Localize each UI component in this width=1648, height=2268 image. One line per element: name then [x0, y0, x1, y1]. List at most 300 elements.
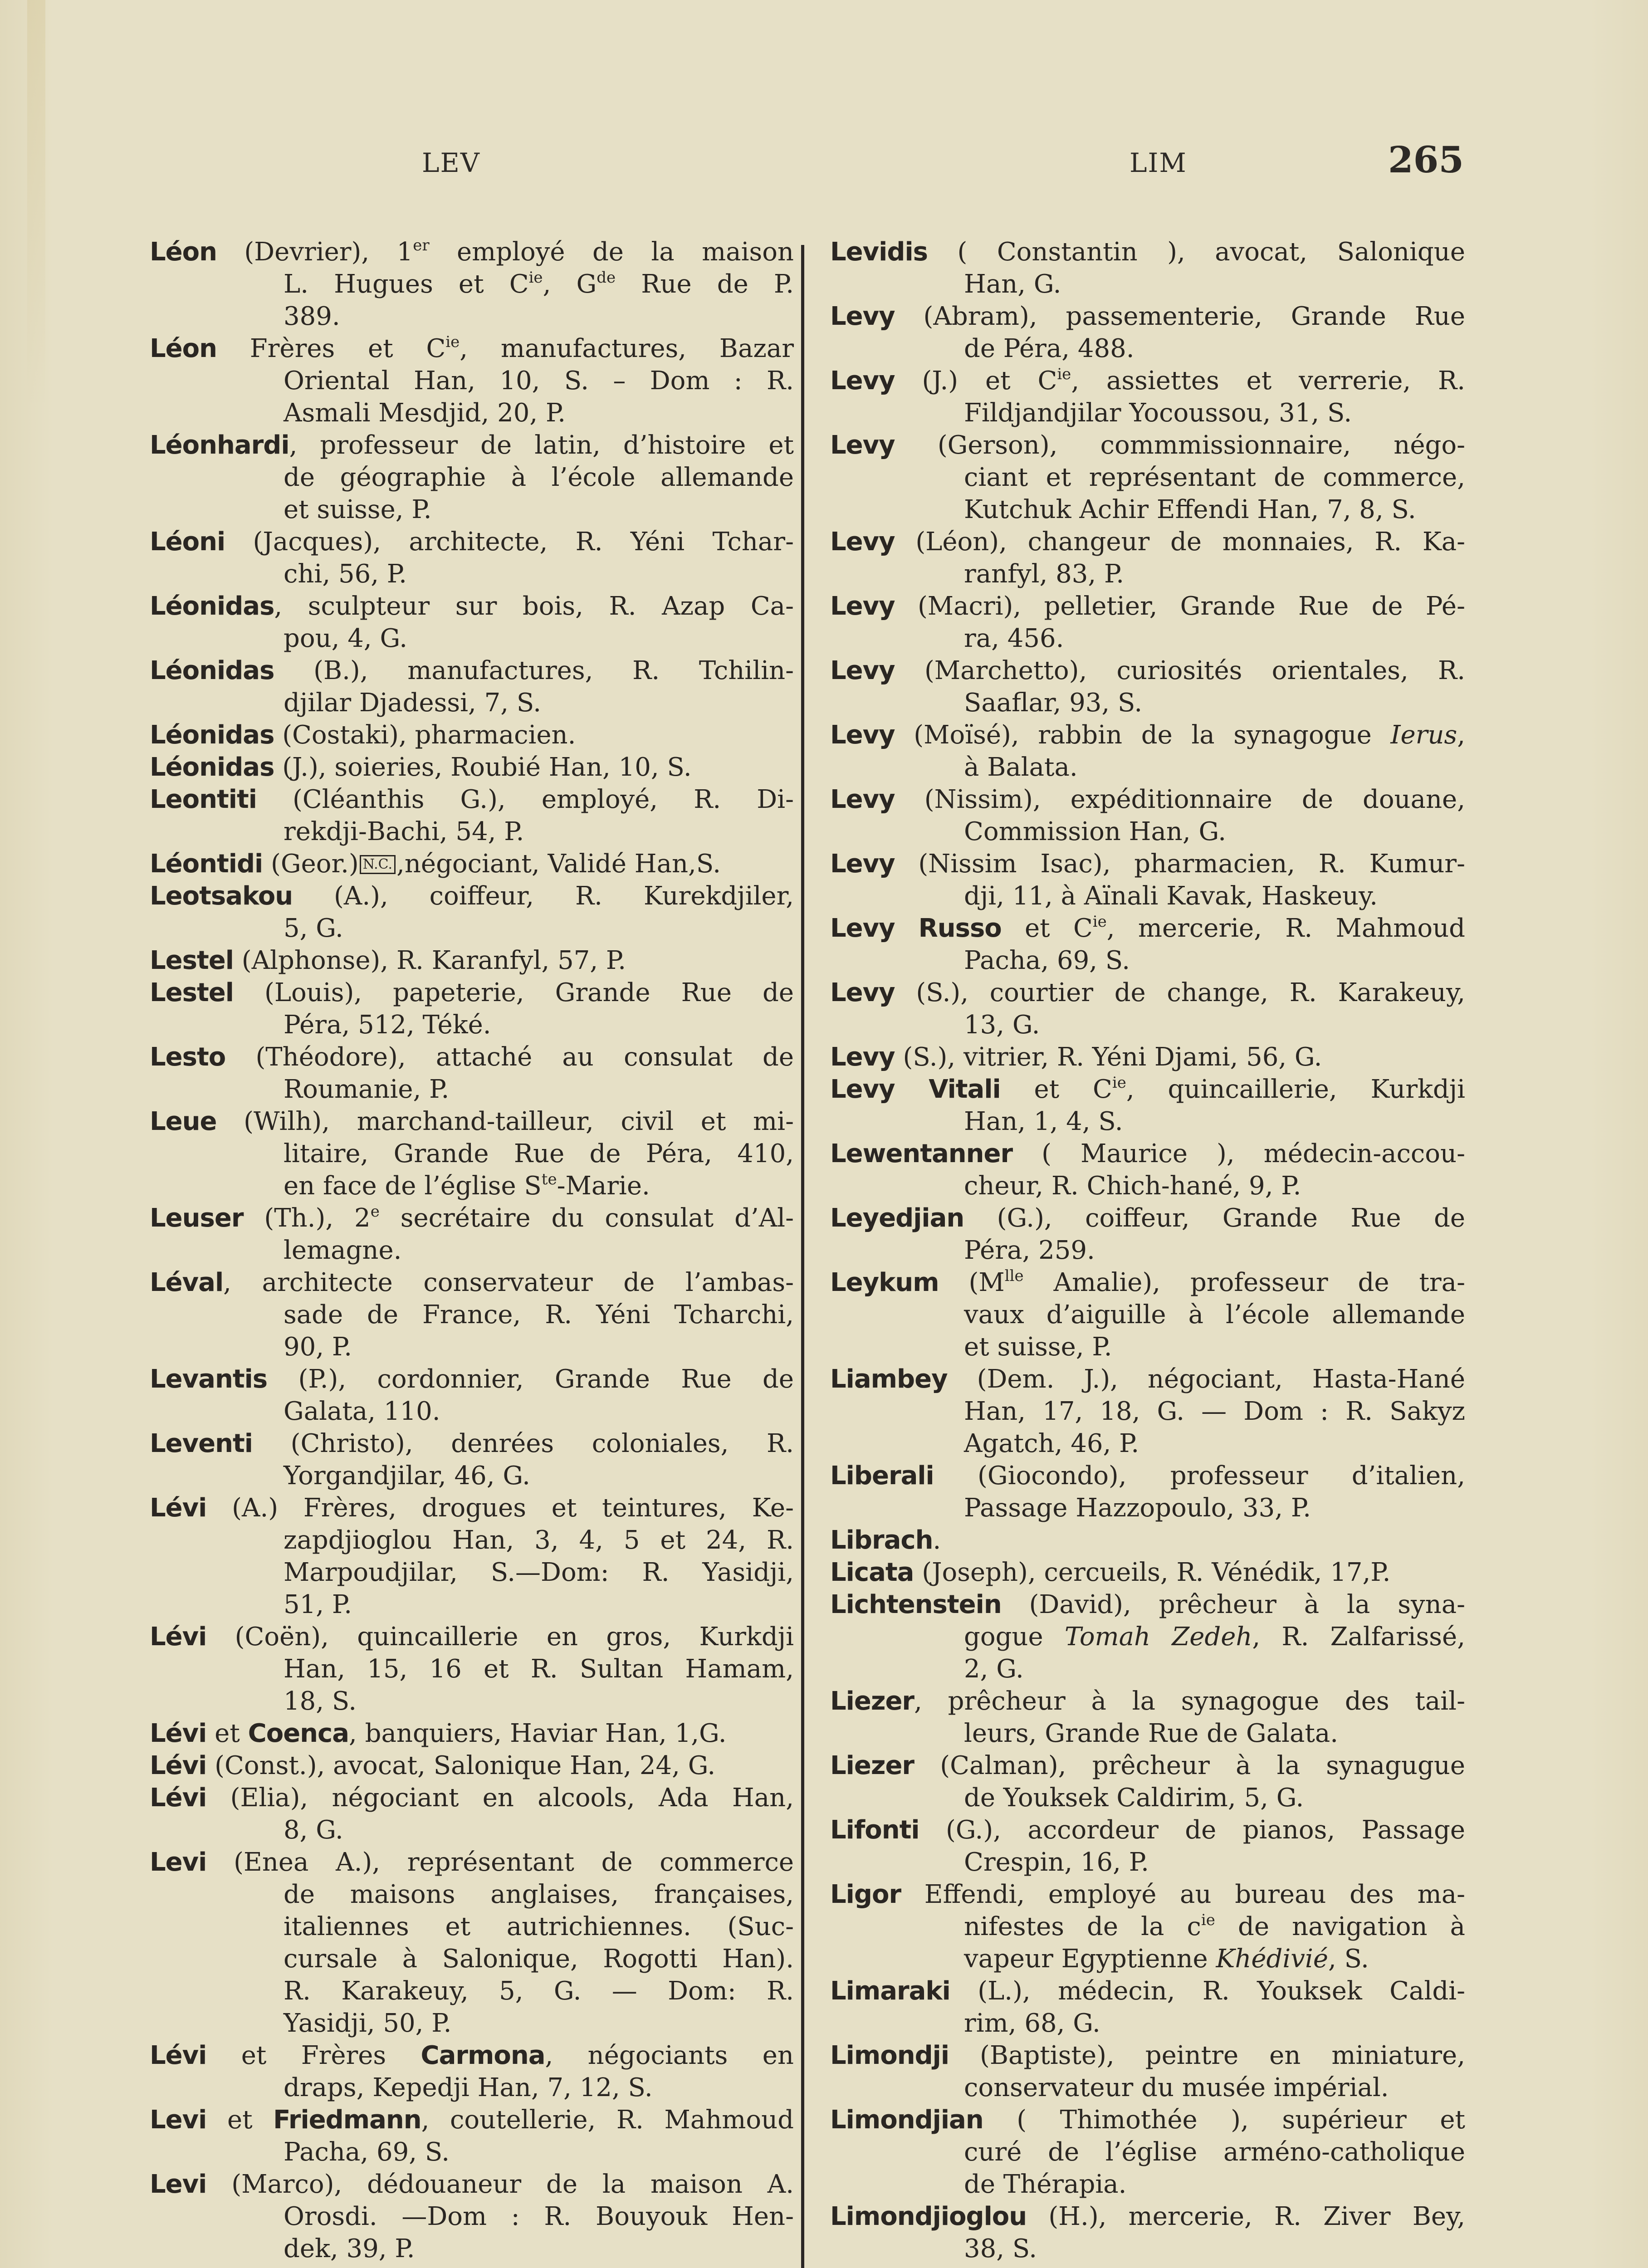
italic-text: Ierus: [1390, 720, 1457, 750]
entry-first-line: [830, 429, 1465, 461]
entry-first-line: [150, 783, 794, 816]
entry-name: Friedmann: [273, 2105, 421, 2135]
entry-first-line: [830, 236, 1465, 268]
entry-continuation-line: [830, 1009, 1465, 1041]
entry-continuation-line: [150, 1911, 794, 1943]
entry-continuation-line: [830, 332, 1465, 365]
entry-first-line: [150, 1717, 794, 1750]
entry-text: (Th.), 2: [243, 1203, 371, 1233]
entry-name: Leotsakou: [150, 881, 293, 911]
entry-name: Levy Russo: [830, 914, 1002, 943]
entry-text: curé de l’église arméno-catholique: [964, 2137, 1465, 2167]
entry-text: (Joseph), cercueils, R. Vénédik, 17,P.: [914, 1558, 1391, 1587]
entry-continuation-line: [150, 1975, 794, 2007]
entry-name: Coenca: [248, 1719, 349, 1748]
entry-text: Asmali Mesdjid, 20, P.: [284, 398, 566, 428]
entry-text: de géographie à l’école allemande: [284, 463, 794, 492]
entry-text: , architecte conservateur de l’ambas-: [223, 1268, 794, 1297]
entry-text: dji, 11, à Aïnali Kavak, Haskeuy.: [964, 881, 1378, 911]
directory-entry: [150, 526, 794, 590]
entry-text: (S.), vitrier, R. Yéni Djami, 56, G.: [895, 1042, 1322, 1072]
entry-text: chi, 56, P.: [284, 559, 407, 589]
entry-first-line: [830, 1202, 1465, 1234]
directory-entry: [830, 300, 1465, 365]
entry-continuation-line: [150, 1814, 794, 1846]
entry-continuation-line: [830, 1395, 1465, 1427]
entry-text: Commission Han, G.: [964, 817, 1227, 846]
entry-name: Licata: [830, 1558, 914, 1587]
entry-name: Lesto: [150, 1042, 226, 1072]
entry-first-line: [830, 1460, 1465, 1492]
entry-first-line: [150, 1202, 794, 1234]
superscript: ie: [1092, 913, 1107, 931]
superscript: de: [597, 269, 616, 287]
entry-text: (Moïsé), rabbin de la synagogue: [895, 720, 1391, 750]
entry-name: Léon: [150, 334, 217, 363]
entry-text: secrétaire du consulat d’Al-: [379, 1203, 794, 1233]
entry-first-line: [150, 1846, 794, 1878]
entry-text: draps, Kepedji Han, 7, 12, S.: [284, 2073, 653, 2102]
directory-entry: [830, 977, 1465, 1041]
entry-name: Leontiti: [150, 785, 257, 814]
entry-text: (Giocondo), professeur d’italien,: [934, 1461, 1465, 1491]
entry-first-line: [830, 2200, 1465, 2233]
entry-text: (S.), courtier de change, R. Karakeuy,: [895, 978, 1465, 1007]
entry-first-line: [150, 1492, 794, 1524]
entry-text: employé de la maison: [429, 237, 794, 267]
directory-entry: [150, 944, 794, 977]
entry-name: Lévi: [150, 1622, 207, 1652]
entry-first-line: [150, 1041, 794, 1073]
entry-text: 2, G.: [964, 1654, 1024, 1684]
directory-entry: [150, 1363, 794, 1427]
entry-first-line: [830, 590, 1465, 622]
entry-name: Liezer: [830, 1751, 914, 1780]
entry-text: Effendi, employé au bureau des ma-: [901, 1880, 1465, 1909]
entry-text: Fildjandjilar Yocoussou, 31, S.: [964, 398, 1352, 428]
entry-name: Lévi: [150, 2041, 207, 2070]
entry-first-line: [150, 429, 794, 461]
entry-first-line: [150, 848, 794, 880]
entry-first-line: [830, 2104, 1465, 2136]
entry-name: Carmona: [421, 2041, 545, 2070]
entry-text: 90, P.: [284, 1332, 352, 1362]
entry-name: Lestel: [150, 978, 234, 1007]
entry-continuation-line: [150, 558, 794, 590]
directory-entry: [830, 783, 1465, 848]
entry-text: conservateur du musée impérial.: [964, 2073, 1389, 2102]
entry-first-line: [150, 1266, 794, 1299]
directory-entry: [150, 1492, 794, 1621]
entry-text: cursale à Salonique, Rogotti Han).: [284, 1944, 794, 1974]
entry-continuation-line: [830, 1299, 1465, 1331]
entry-text: Péra, 512, Téké.: [284, 1010, 491, 1040]
entry-first-line: [830, 1524, 1465, 1556]
entry-name: Lewentanner: [830, 1139, 1013, 1168]
entry-text: ,: [1457, 720, 1465, 750]
entry-text: Rue de P.: [616, 269, 794, 299]
entry-first-line: [150, 1750, 794, 1782]
directory-entry: [830, 1589, 1465, 1685]
entry-name: Levy: [830, 785, 895, 814]
entry-text: zapdjioglou Han, 3, 4, 5 et 24, R.: [284, 1525, 794, 1555]
entry-name: Lévi: [150, 1719, 207, 1748]
directory-entry: [830, 1814, 1465, 1878]
entry-continuation-line: [830, 1653, 1465, 1685]
entry-continuation-line: [150, 397, 794, 429]
entry-text: (Alphonse), R. Karanfyl, 57, P.: [233, 946, 626, 975]
entry-name: Librach: [830, 1525, 933, 1555]
entry-text: (Louis), papeterie, Grande Rue de: [233, 978, 794, 1007]
entry-text: , S.: [1328, 1944, 1369, 1974]
entry-first-line: [150, 1363, 794, 1395]
entry-name: Limondjioglou: [830, 2202, 1027, 2231]
entry-text: et Frères: [206, 2041, 421, 2070]
paper-stain: [27, 0, 45, 408]
entry-first-line: [150, 655, 794, 687]
entry-continuation-line: [150, 1234, 794, 1266]
entry-text: sade de France, R. Yéni Tcharchi,: [284, 1300, 794, 1330]
entry-text: Yorgandjilar, 46, G.: [284, 1461, 530, 1491]
entry-text: de maisons anglaises, françaises,: [284, 1880, 794, 1909]
entry-text: (P.), cordonnier, Grande Rue de: [267, 1364, 794, 1394]
entry-text: Yasidji, 50, P.: [284, 2009, 452, 2038]
entry-continuation-line: [830, 687, 1465, 719]
entry-continuation-line: [150, 2136, 794, 2168]
entry-name: Levy Vitali: [830, 1075, 1001, 1104]
entry-text: 5, G.: [284, 914, 343, 943]
directory-entry: [150, 1266, 794, 1363]
entry-continuation-line: [150, 268, 794, 300]
entry-text: italiennes et autrichiennes. (Suc-: [284, 1912, 794, 1941]
entry-continuation-line: [150, 1556, 794, 1589]
entry-text: (Marchetto), curiosités orientales, R.: [895, 656, 1465, 685]
directory-entry: [830, 719, 1465, 783]
entry-continuation-line: [150, 2072, 794, 2104]
directory-entry: [830, 2039, 1465, 2104]
directory-entry: [830, 1685, 1465, 1750]
entry-first-line: [150, 236, 794, 268]
directory-entry: [150, 1846, 794, 2039]
entry-continuation-line: [830, 1943, 1465, 1975]
entry-continuation-line: [830, 1427, 1465, 1460]
entry-text: à Balata.: [964, 753, 1078, 782]
entry-continuation-line: [150, 1878, 794, 1911]
entry-continuation-line: [150, 912, 794, 944]
entry-first-line: [830, 977, 1465, 1009]
running-head-right: LIM: [1130, 147, 1187, 178]
entry-text: (Baptiste), peintre en miniature,: [949, 2041, 1465, 2070]
entry-text: ( Constantin ), avocat, Salonique: [927, 237, 1465, 267]
entry-text: (Dem. J.), négociant, Hasta-Hané: [947, 1364, 1465, 1394]
entry-text: 8, G.: [284, 1815, 343, 1845]
directory-entry: [830, 1460, 1465, 1524]
entry-text: (Elia), négociant en alcools, Ada Han,: [206, 1783, 794, 1813]
entry-continuation-line: [150, 1589, 794, 1621]
entry-text: (Coën), quincaillerie en gros, Kurkdji: [206, 1622, 794, 1652]
entry-name: Limaraki: [830, 1976, 950, 2006]
directory-entry: [830, 429, 1465, 526]
entry-text: 389.: [284, 302, 340, 331]
entry-text: , manufactures, Bazar: [460, 334, 794, 363]
entry-text: (G.), coiffeur, Grande Rue de: [964, 1203, 1465, 1233]
entry-name: Levy: [830, 720, 895, 750]
directory-entry: [830, 1202, 1465, 1266]
entry-name: Lévi: [150, 1783, 207, 1813]
entry-continuation-line: [830, 2168, 1465, 2200]
entry-text: Crespin, 16, P.: [964, 1848, 1149, 1877]
entry-name: Léval: [150, 1268, 224, 1297]
directory-entry: [150, 783, 794, 848]
entry-text: (M: [939, 1268, 1005, 1297]
entry-name: Leykum: [830, 1268, 939, 1297]
entry-text: ( Thimothée ), supérieur et: [983, 2105, 1465, 2135]
superscript: er: [413, 236, 430, 254]
entry-continuation-line: [830, 1911, 1465, 1943]
entry-text: leurs, Grande Rue de Galata.: [964, 1719, 1339, 1748]
directory-entry: [150, 848, 794, 880]
entry-name: Levy: [830, 978, 895, 1007]
directory-entry: [150, 2168, 794, 2265]
entry-name: Ligor: [830, 1880, 901, 1909]
directory-entry: [830, 526, 1465, 590]
entry-text: , professeur de latin, d’histoire et: [289, 430, 794, 460]
entry-first-line: [830, 783, 1465, 816]
entry-first-line: [830, 1589, 1465, 1621]
entry-continuation-line: [830, 751, 1465, 783]
entry-text: (Enea A.), représentant de commerce: [206, 1848, 794, 1877]
entry-text: (Devrier), 1: [217, 237, 413, 267]
entry-continuation-line: [830, 2072, 1465, 2104]
entry-text: Oriental Han, 10, S. – Dom : R.: [284, 366, 794, 396]
entry-name: Liberali: [830, 1461, 934, 1491]
entry-text: Marpoudjilar, S.—Dom: R. Yasidji,: [284, 1558, 794, 1587]
entry-text: (Léon), changeur de monnaies, R. Ka-: [895, 527, 1465, 557]
entry-text: Roumanie, P.: [284, 1075, 450, 1104]
entry-text: rekdji-Bachi, 54, P.: [284, 817, 524, 846]
entry-text: et suisse, P.: [284, 495, 432, 524]
entry-name: Lévi: [150, 1493, 207, 1523]
entry-continuation-line: [830, 397, 1465, 429]
entry-text: rim, 68, G.: [964, 2009, 1100, 2038]
entry-text: , R. Zalfarissé,: [1252, 1622, 1465, 1652]
entry-continuation-line: [830, 1846, 1465, 1878]
entry-text: lemagne.: [284, 1236, 402, 1265]
entry-name: Lestel: [150, 946, 234, 975]
directory-entry: [150, 1621, 794, 1717]
entry-first-line: [150, 977, 794, 1009]
entry-text: (David), prêcheur à la syna-: [1001, 1590, 1465, 1619]
entry-continuation-line: [830, 268, 1465, 300]
directory-entry: [830, 2200, 1465, 2265]
entry-continuation-line: [830, 816, 1465, 848]
entry-text: gogue: [964, 1622, 1065, 1652]
entry-name: Levy: [830, 430, 895, 460]
entry-text: 38, S.: [964, 2234, 1037, 2263]
entry-text: (Théodore), attaché au consulat de: [225, 1042, 794, 1072]
entry-continuation-line: [150, 300, 794, 332]
entry-text: R. Karakeuy, 5, G. — Dom: R.: [284, 1976, 794, 2006]
entry-text: et C: [1001, 914, 1093, 943]
entry-name: Levidis: [830, 237, 928, 267]
entry-first-line: [830, 848, 1465, 880]
entry-text: Galata, 110.: [284, 1397, 440, 1426]
directory-entry: [830, 2104, 1465, 2200]
entry-first-line: [830, 1685, 1465, 1717]
entry-continuation-line: [830, 1234, 1465, 1266]
entry-text: , négociants en: [545, 2041, 794, 2070]
entry-continuation-line: [150, 494, 794, 526]
entry-continuation-line: [830, 1717, 1465, 1750]
directory-entry: [830, 1750, 1465, 1814]
directory-entry: [150, 1717, 794, 1750]
entry-text: (Const.), avocat, Salonique Han, 24, G.: [206, 1751, 716, 1780]
entry-text: de Thérapia.: [964, 2170, 1127, 2199]
entry-text: (Marco), dédouaneur de la maison A.: [206, 2170, 794, 2199]
directory-entry: [150, 590, 794, 655]
directory-entry: [150, 1041, 794, 1105]
entry-first-line: [830, 655, 1465, 687]
entry-text: (Nissim), expéditionnaire de douane,: [895, 785, 1465, 814]
entry-name: Levi: [150, 1848, 207, 1877]
entry-name: Léontidi: [150, 849, 263, 879]
entry-continuation-line: [150, 2233, 794, 2265]
entry-first-line: [830, 912, 1465, 944]
entry-continuation-line: [830, 2007, 1465, 2039]
entry-name: Limondji: [830, 2041, 949, 2070]
entry-text: Pacha, 69, S.: [964, 946, 1130, 975]
entry-first-line: [830, 2039, 1465, 2072]
entry-text: (Geor.): [263, 849, 359, 879]
entry-text: (A.) Frères, drogues et teintures, Ke-: [206, 1493, 794, 1523]
entry-text: Amalie), professeur de tra-: [1023, 1268, 1465, 1297]
directory-entry: [830, 590, 1465, 655]
entry-text: (Abram), passementerie, Grande Rue: [895, 302, 1465, 331]
entry-name: Levy: [830, 527, 895, 557]
entry-text: , sculpteur sur bois, R. Azap Ca-: [274, 591, 794, 621]
italic-text: Tomah Zedeh: [1064, 1622, 1252, 1652]
entry-name: Leue: [150, 1107, 217, 1136]
entry-text: , coutellerie, R. Mahmoud: [421, 2105, 794, 2135]
entry-text: 13, G.: [964, 1010, 1040, 1040]
entry-continuation-line: [830, 2233, 1465, 2265]
directory-entry: [150, 1427, 794, 1492]
entry-name: Levy: [830, 591, 895, 621]
entry-text: et C: [1000, 1075, 1112, 1104]
entry-text: (Macri), pelletier, Grande Rue de Pé-: [895, 591, 1465, 621]
entry-text: (G.), accordeur de pianos, Passage: [919, 1815, 1465, 1845]
entry-text: Han, 17, 18, G. — Dom : R. Sakyz: [964, 1397, 1465, 1426]
entry-continuation-line: [150, 1073, 794, 1105]
entry-name: Léonidas: [150, 720, 274, 750]
directory-entry: [150, 751, 794, 783]
entry-first-line: [150, 1105, 794, 1138]
entry-first-line: [150, 1782, 794, 1814]
entry-continuation-line: [150, 687, 794, 719]
entry-continuation-line: [830, 558, 1465, 590]
entry-continuation-line: [150, 1524, 794, 1556]
entry-text: Orosdi. —Dom : R. Bouyouk Hen-: [284, 2202, 794, 2231]
directory-entry: [830, 848, 1465, 912]
entry-first-line: [150, 1621, 794, 1653]
directory-entry: [150, 2104, 794, 2168]
entry-text: Saaflar, 93, S.: [964, 688, 1143, 718]
directory-entry: [150, 1105, 794, 1202]
entry-first-line: [830, 1975, 1465, 2007]
entry-text: .: [933, 1525, 941, 1555]
entry-continuation-line: [150, 816, 794, 848]
entry-name: Levy: [830, 656, 895, 685]
directory-entry: [830, 1878, 1465, 1975]
superscript: ie: [1201, 1911, 1215, 1929]
entry-first-line: [830, 1363, 1465, 1395]
entry-first-line: [830, 719, 1465, 751]
directory-entry: [830, 1975, 1465, 2039]
entry-first-line: [150, 880, 794, 912]
entry-continuation-line: [150, 1943, 794, 1975]
entry-name: Liambey: [830, 1364, 948, 1394]
entry-first-line: [150, 526, 794, 558]
entry-continuation-line: [830, 880, 1465, 912]
entry-continuation-line: [830, 1170, 1465, 1202]
entry-continuation-line: [150, 461, 794, 494]
directory-entry: [150, 655, 794, 719]
entry-first-line: [830, 1073, 1465, 1105]
entry-name: Levi: [150, 2170, 207, 2199]
entry-continuation-line: [150, 1395, 794, 1427]
entry-text: , mercerie, R. Mahmoud: [1106, 914, 1466, 943]
directory-entry: [830, 1363, 1465, 1460]
entry-text: ra, 456.: [964, 624, 1064, 653]
directory-entry: [150, 236, 794, 332]
entry-continuation-line: [830, 2136, 1465, 2168]
entry-first-line: [150, 2039, 794, 2072]
entry-continuation-line: [150, 1685, 794, 1717]
entry-continuation-line: [150, 2007, 794, 2039]
superscript: te: [541, 1170, 557, 1188]
entry-name: Liezer: [830, 1686, 914, 1716]
entry-name: Limondjian: [830, 2105, 983, 2135]
directory-entry: [150, 719, 794, 751]
entry-text: et: [206, 1719, 248, 1748]
entry-text: (J.), soieries, Roubié Han, 10, S.: [274, 753, 692, 782]
running-head-left: LEV: [422, 147, 480, 178]
entry-name: Levantis: [150, 1364, 268, 1394]
superscript: ie: [1112, 1074, 1126, 1092]
entry-text: vaux d’aiguille à l’école allemande: [964, 1300, 1465, 1330]
entry-text: Péra, 259.: [964, 1236, 1095, 1265]
superscript: ie: [1057, 365, 1071, 383]
entry-continuation-line: [150, 622, 794, 655]
entry-first-line: [830, 1814, 1465, 1846]
entry-text: nifestes de la c: [964, 1912, 1201, 1941]
entry-continuation-line: [830, 622, 1465, 655]
superscript: ie: [445, 333, 460, 351]
directory-entry: [830, 1266, 1465, 1363]
entry-name: Léonidas: [150, 591, 274, 621]
column-divider: [801, 245, 804, 2268]
entry-text: ranfyl, 83, P.: [964, 559, 1125, 589]
entry-text: 18, S.: [284, 1686, 357, 1716]
entry-continuation-line: [150, 1653, 794, 1685]
directory-entry: [830, 365, 1465, 429]
entry-continuation-line: [150, 1331, 794, 1363]
entry-name: Léonidas: [150, 753, 274, 782]
entry-text: (L.), médecin, R. Youksek Caldi-: [950, 1976, 1465, 2006]
entry-name: Léon: [150, 237, 217, 267]
entry-first-line: [830, 1878, 1465, 1911]
entry-first-line: [150, 944, 794, 977]
